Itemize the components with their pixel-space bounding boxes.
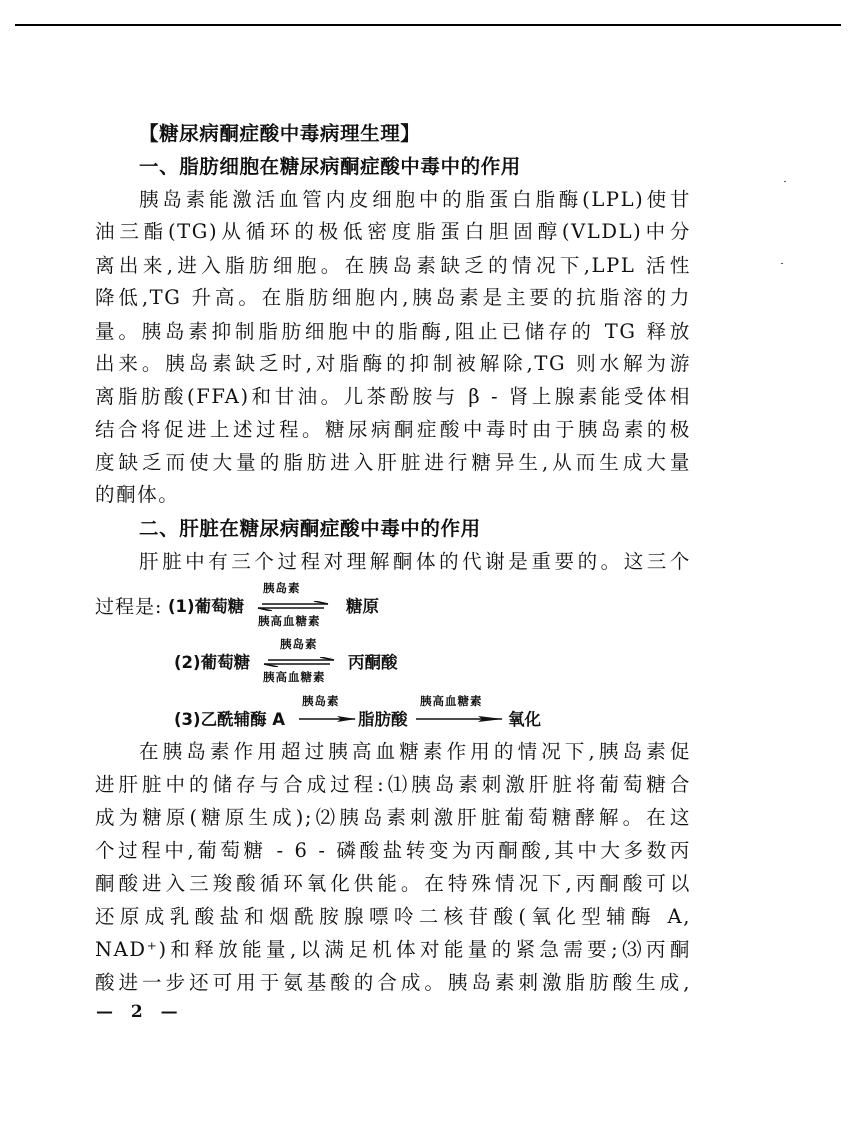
- reaction-2-above-label: 胰岛素: [280, 637, 318, 651]
- paragraph-line: 在胰岛素作用超过胰高血糖素作用的情况下,胰岛素促: [139, 740, 691, 763]
- heading-liver: 二、肝脏在糖尿病酮症酸中毒中的作用: [139, 517, 481, 540]
- reaction-1-substrate: (1)葡萄糖: [168, 597, 245, 616]
- arrow-right-icon: [299, 714, 357, 724]
- paragraph-line: 出来。胰岛素缺乏时,对脂酶的抑制被解除,TG 则水解为游: [95, 352, 691, 375]
- reaction-1-below-label: 胰高血糖素: [258, 614, 321, 628]
- page-number: — 2 —: [96, 1002, 184, 1022]
- paragraph-line: 胰岛素能激活血管内皮细胞中的脂蛋白脂酶(LPL)使甘: [139, 188, 691, 211]
- paragraph-line: 酸进一步还可用于氨基酸的合成。胰岛素刺激脂肪酸生成,: [95, 971, 691, 994]
- paragraph-line: 离脂肪酸(FFA)和甘油。儿茶酚胺与 β - 肾上腺素能受体相: [95, 385, 691, 408]
- reaction-3-above-label-1: 胰岛素: [302, 694, 340, 708]
- paragraph-line: 量。胰岛素抑制脂肪细胞中的脂酶,阻止已储存的 TG 释放: [95, 320, 691, 343]
- paragraph-line: 油三酯(TG)从循环的极低密度脂蛋白胆固醇(VLDL)中分: [95, 220, 691, 243]
- equilibrium-arrow-icon: [256, 601, 330, 611]
- reaction-1-product: 糖原: [346, 597, 379, 616]
- reaction-3-product: 氧化: [508, 710, 541, 729]
- paragraph-line: 进肝脏中的储存与合成过程:⑴胰岛素刺激肝脏将葡萄糖合: [95, 773, 691, 796]
- heading-adipocyte: 一、脂肪细胞在糖尿病酮症酸中毒中的作用: [139, 155, 521, 178]
- reaction-3-substrate: (3)乙酰辅酶 A: [174, 710, 286, 729]
- reaction-3-above-label-2: 胰高血糖素: [420, 694, 483, 708]
- paragraph-line: 成为糖原(糖原生成);⑵胰岛素刺激肝脏葡萄糖酵解。在这: [95, 806, 691, 829]
- paragraph-line: 度缺乏而使大量的脂肪进入肝脏进行糖异生,从而生成大量: [95, 451, 691, 474]
- paragraph-line: 酮酸进入三羧酸循环氧化供能。在特殊情况下,丙酮酸可以: [95, 872, 691, 895]
- equilibrium-arrow-icon: [262, 657, 336, 667]
- reaction-2-substrate: (2)葡萄糖: [174, 653, 251, 672]
- paragraph-line: NAD⁺)和释放能量,以满足机体对能量的紧急需要;⑶丙酮: [95, 938, 691, 961]
- paragraph-line: 肝脏中有三个过程对理解酮体的代谢是重要的。这三个: [139, 550, 691, 573]
- scan-speck: [781, 263, 783, 264]
- reaction-3-intermediate: 脂肪酸: [358, 710, 408, 729]
- paragraph-line: 还原成乳酸盐和烟酰胺腺嘌呤二核苷酸(氧化型辅酶 A,: [95, 905, 691, 928]
- reaction-2-product: 丙酮酸: [348, 653, 398, 672]
- reaction-1-above-label: 胰岛素: [263, 581, 301, 595]
- arrow-right-icon: [416, 714, 504, 724]
- paragraph-line: 结合将促进上述过程。糖尿病酮症酸中毒时由于胰岛素的极: [95, 418, 691, 441]
- header-rule: [15, 24, 841, 26]
- section-title: 【糖尿病酮症酸中毒病理生理】: [139, 122, 421, 145]
- scan-speck: [784, 181, 786, 182]
- paragraph-line: 降低,TG 升高。在脂肪细胞内,胰岛素是主要的抗脂溶的力: [95, 286, 691, 309]
- paragraph-line: 的酮体。: [95, 483, 180, 506]
- paragraph-line: 离出来,进入脂肪细胞。在胰岛素缺乏的情况下,LPL 活性: [95, 254, 691, 277]
- process-intro: 过程是:: [95, 596, 163, 618]
- paragraph-line: 个过程中,葡萄糖 - 6 - 磷酸盐转变为丙酮酸,其中大多数丙: [95, 839, 691, 862]
- reaction-2-below-label: 胰高血糖素: [263, 670, 326, 684]
